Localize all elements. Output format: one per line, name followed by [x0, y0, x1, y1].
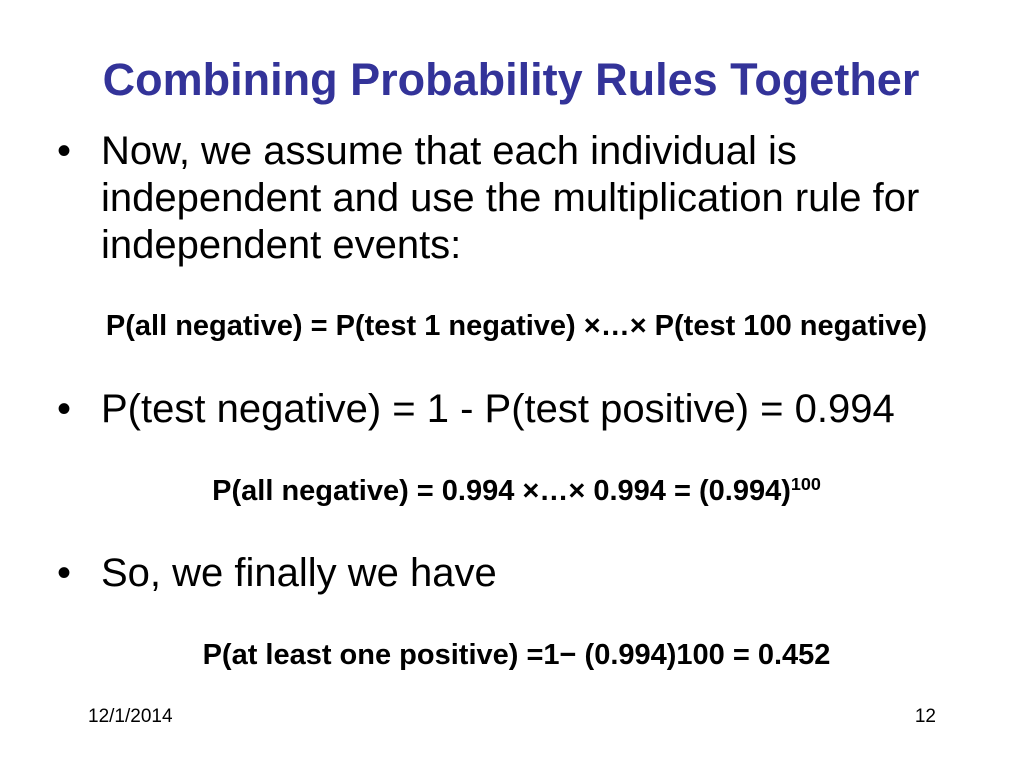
bullet-marker: •	[57, 387, 72, 431]
bullet-text-line: independent events:	[101, 223, 462, 267]
bullet-text-line: P(test negative) = 1 - P(test positive) = 0.994	[101, 387, 895, 431]
bullet-text-line: independent and use the multiplication rule for	[101, 176, 920, 220]
footer-date: 12/1/2014	[88, 706, 173, 727]
bullet-text	[101, 386, 895, 433]
slide-number: 12	[914, 706, 936, 727]
formula-all-negative-product: P(all negative) = P(test 1 negative) ×…× P(test 100 negative)	[105, 310, 928, 342]
bullet-text-line: So, we finally we have	[101, 551, 497, 595]
bullet-marker: •	[57, 551, 72, 595]
formula-all-negative-power	[9, 474, 1024, 508]
bullet-text-line: Now, we assume that each individual is	[101, 129, 797, 173]
formula-at-least-one-positive: P(at least one positive) =1− (0.994)100 = 0.452	[202, 639, 831, 671]
slide-title: Combining Probability Rules Together	[102, 54, 920, 105]
formula-exponent: 100	[790, 474, 821, 495]
bullet-text	[101, 550, 497, 597]
bullet-marker: •	[57, 129, 72, 173]
bullet-text	[101, 128, 919, 269]
formula-base-text: P(all negative) = 0.994 ×…× 0.994 = (0.994)	[212, 475, 791, 507]
